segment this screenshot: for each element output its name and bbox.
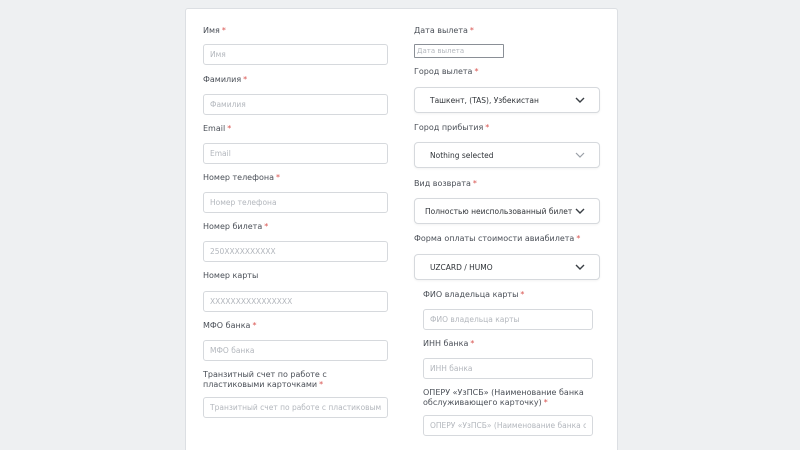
chevron-down-icon — [575, 263, 585, 271]
email-label: Email * — [203, 124, 232, 133]
transit-account-input[interactable] — [203, 397, 388, 418]
last-name-label: Фамилия * — [203, 75, 248, 84]
payment-form-label: Форма оплаты стоимости авиабилета * — [414, 234, 581, 243]
transit-account-label: Транзитный счет по работе с пластиковыми карточками * — [203, 370, 327, 389]
operu-input[interactable] — [423, 415, 593, 436]
chevron-down-icon — [575, 207, 585, 215]
payment-form-value: UZCARD / HUMO — [430, 263, 493, 272]
departure-city-select[interactable] — [414, 87, 600, 113]
departure-date-label: Дата вылета * — [414, 26, 474, 35]
bank-inn-label: ИНН банка * — [423, 339, 475, 348]
phone-input[interactable] — [203, 192, 388, 213]
refund-form-card — [185, 8, 618, 450]
card-number-label: Номер карты — [203, 271, 259, 280]
ticket-number-input[interactable] — [203, 241, 388, 262]
chevron-down-icon — [575, 96, 585, 104]
phone-label: Номер телефона * — [203, 173, 280, 182]
payment-form-select[interactable] — [414, 254, 600, 280]
email-input[interactable] — [203, 143, 388, 164]
bank-mfo-label: МФО банка * — [203, 321, 257, 330]
arrival-city-label: Город прибытия * — [414, 123, 490, 132]
departure-date-input[interactable] — [414, 44, 504, 58]
first-name-label: Имя * — [203, 26, 226, 35]
bank-inn-input[interactable] — [423, 358, 593, 379]
refund-type-value: Полностью неиспользованный билет — [425, 207, 573, 216]
ticket-number-label: Номер билета * — [203, 222, 269, 231]
card-number-input[interactable] — [203, 291, 388, 312]
departure-city-value: Ташкент, (TAS), Узбекистан — [430, 96, 539, 105]
operu-label: ОПЕРУ «УзПСБ» (Наименование банка обслуживающего карточку) * — [423, 388, 584, 407]
chevron-down-icon — [575, 151, 585, 159]
card-owner-name-label: ФИО владельца карты * — [423, 290, 525, 299]
arrival-city-select[interactable] — [414, 142, 600, 168]
departure-city-label: Город вылета * — [414, 67, 479, 76]
refund-type-label: Вид возврата * — [414, 179, 477, 188]
card-owner-name-input[interactable] — [423, 309, 593, 330]
last-name-input[interactable] — [203, 94, 388, 115]
first-name-input[interactable] — [203, 44, 388, 65]
refund-type-select[interactable] — [414, 198, 600, 224]
bank-mfo-input[interactable] — [203, 340, 388, 361]
arrival-city-value: Nothing selected — [430, 151, 494, 160]
